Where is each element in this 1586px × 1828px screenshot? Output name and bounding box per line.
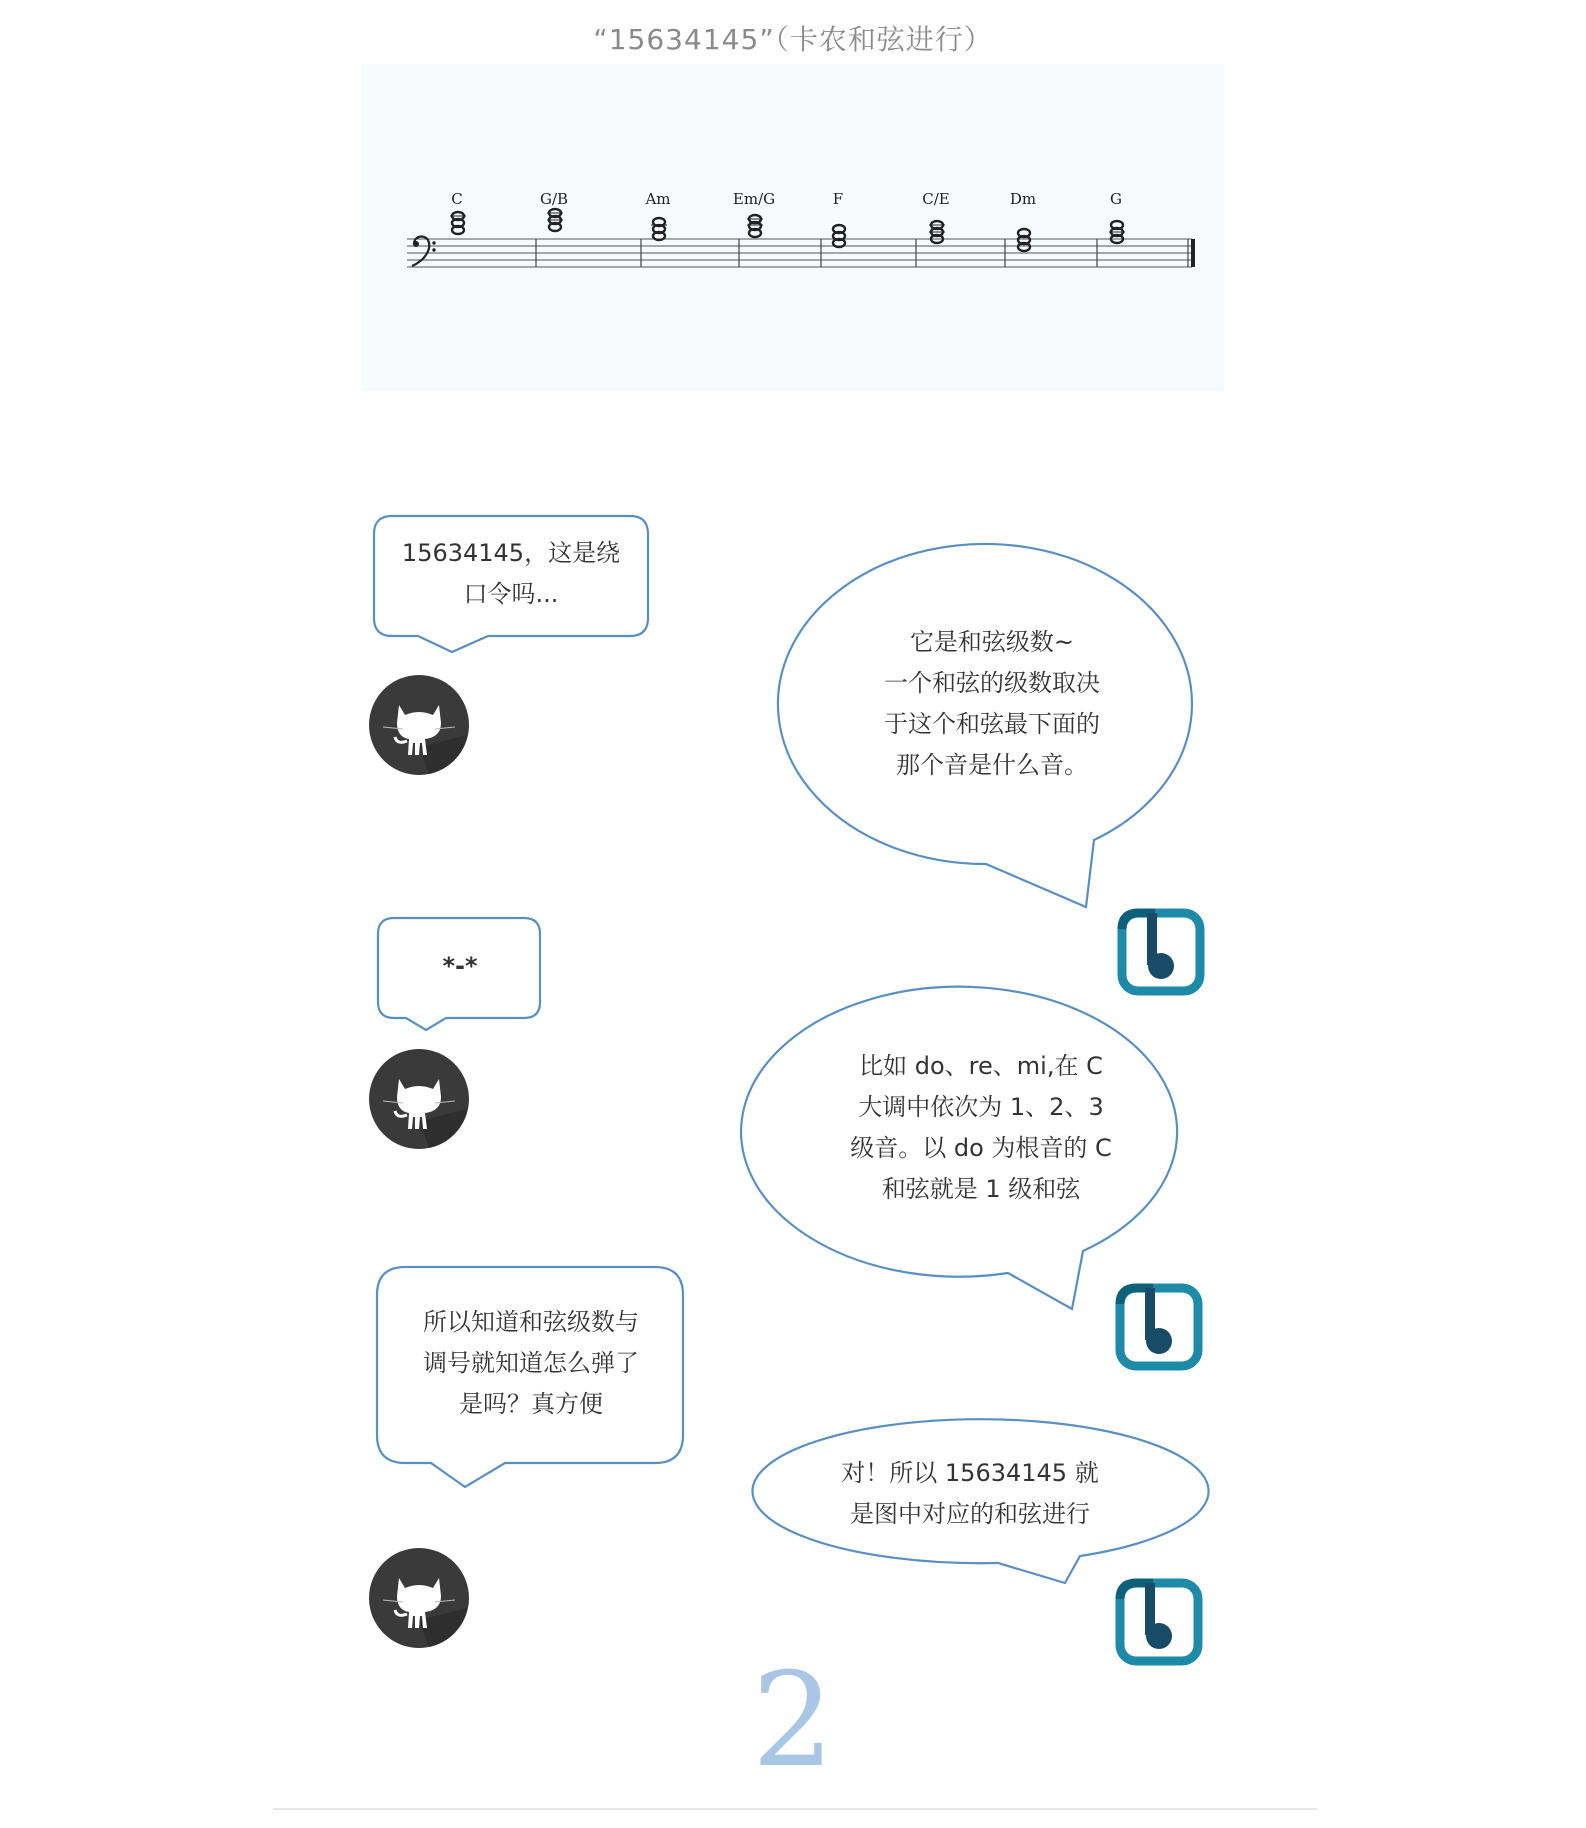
- section-divider: [273, 1808, 1317, 1810]
- chord-notes: [450, 212, 466, 234]
- section-number: 2: [751, 1644, 835, 1796]
- bubble-line: 它是和弦级数~: [909, 628, 1075, 656]
- bubble-line: 一个和弦的级数取决: [884, 669, 1100, 697]
- github-octocat-icon: [369, 1548, 469, 1648]
- bubble-text-cat-1: [374, 533, 648, 615]
- bubble-line: 和弦就是 1 级和弦: [881, 1175, 1081, 1203]
- chord-label: G: [1110, 190, 1122, 208]
- chord-label: Em/G: [732, 190, 776, 208]
- bubble-line: 大调中依次为 1、2、3: [858, 1093, 1104, 1121]
- chord-label: C/E: [922, 190, 950, 208]
- bass-staff: [362, 64, 1224, 391]
- bubble-line: 15634145，这是绕: [401, 539, 621, 567]
- chord-notes: [747, 215, 763, 237]
- chord-label: G/B: [539, 190, 569, 208]
- bubble-line: 调号就知道怎么弹了: [423, 1349, 639, 1377]
- music-note-icon: [1115, 1283, 1203, 1371]
- bubble-line: 是图中对应的和弦进行: [850, 1500, 1090, 1528]
- chord-score-panel: [362, 64, 1224, 391]
- chord-notes: [1109, 221, 1125, 243]
- bubble-line: 是吗？真方便: [459, 1390, 603, 1418]
- bubble-text-cat-2: [380, 946, 540, 987]
- github-octocat-icon: [369, 675, 469, 775]
- chord-label: Dm: [1009, 190, 1037, 208]
- bubble-line: 所以知道和弦级数与: [423, 1308, 639, 1336]
- bubble-line: 口令吗...: [463, 580, 559, 608]
- github-octocat-icon: [369, 1049, 469, 1149]
- bubble-line: 对！所以 15634145 就: [841, 1459, 1099, 1487]
- bubble-line: 于这个和弦最下面的: [884, 710, 1100, 738]
- chord-notes: [929, 221, 945, 243]
- chord-label: C: [451, 190, 463, 208]
- score-caption: “15634145”（卡农和弦进行）: [593, 23, 993, 56]
- bubble-text-note-3: [792, 1453, 1148, 1535]
- chord-label: Am: [645, 190, 671, 208]
- chord-notes: [547, 209, 563, 231]
- bubble-line: 那个音是什么音。: [896, 751, 1088, 779]
- bubble-text-cat-3: [381, 1302, 681, 1425]
- chord-label: F: [832, 190, 844, 208]
- bubble-text-note-1: [820, 622, 1164, 786]
- bass-clef-icon: [412, 237, 436, 266]
- bubble-line: 级音。以 do 为根音的 C: [850, 1134, 1112, 1162]
- bubble-text-note-2: [800, 1046, 1162, 1210]
- bubble-line: 比如 do、re、mi,在 C: [859, 1052, 1103, 1080]
- chord-notes: [833, 225, 845, 247]
- chord-notes: [1018, 229, 1030, 251]
- chord-notes: [651, 218, 667, 240]
- bubble-line: *-*: [442, 952, 478, 980]
